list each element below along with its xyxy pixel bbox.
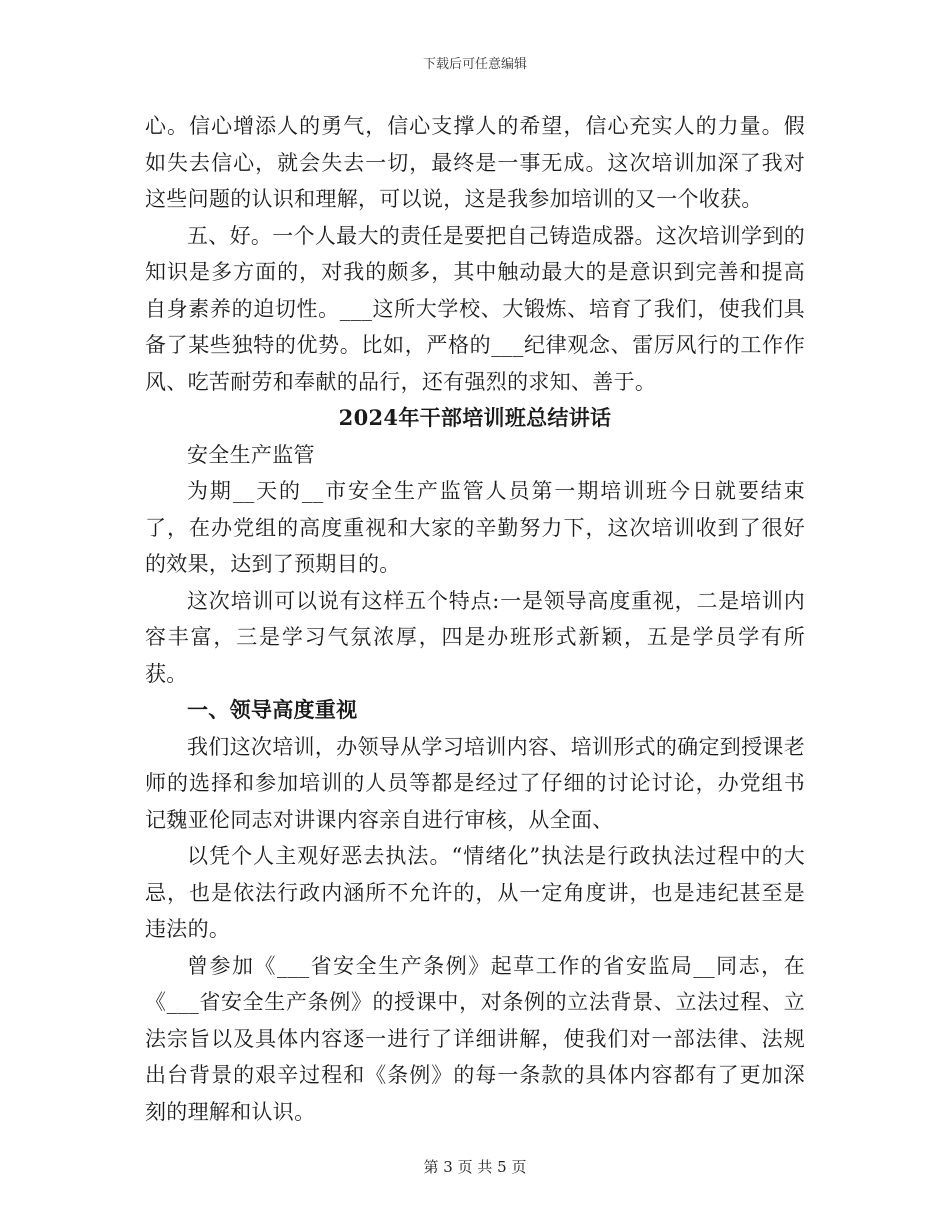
paragraph-enforcement: 以凭个人主观好恶去执法。“情绪化”执法是行政执法过程中的大忌，也是依法行政内涵所不允许的，从一定角度讲，也是违纪甚至是违法的。 — [145, 844, 805, 941]
paragraph-subject: 安全生产监管 — [187, 442, 315, 467]
paragraph-regulation: 曾参加《___省安全生产条例》起草工作的省安监局__同志，在《___省安全生产条例》的授课中，对条例的立法背景、立法过程、立法宗旨以及具体内容逐一进行了详细讲解，使我们对一部法律、法规出台背景的艰辛过程和《条例》的每一条款的具体内容都有了更加深刻的理解和认识。 — [145, 953, 805, 1124]
document-title: 2024年干部培训班总结讲话 — [338, 405, 612, 430]
paragraph-continuation: 心。信心增添人的勇气，信心支撑人的希望，信心充实人的力量。假如失去信心，就会失去一切，最终是一事无成。这次培训加深了我对这些问题的认识和理解，可以说，这是我参加培训的又一个收获。 — [145, 114, 805, 211]
page-number: 第 3 页 共 5 页 — [423, 1158, 527, 1176]
header-note: 下载后可任意编辑 — [422, 57, 527, 72]
document-body — [145, 108, 805, 1130]
paragraph-leadership: 我们这次培训，办领导从学习培训内容、培训形式的确定到授课老师的选择和参加培训的人员等都是经过了仔细的讨论讨论，办党组书记魏亚伦同志对讲课内容亲自进行审核，从全面、 — [145, 734, 805, 832]
paragraph-features: 这次培训可以说有这样五个特点:一是领导高度重视，二是培训内容丰富，三是学习气氛浓厚，四是办班形式新颖，五是学员学有所获。 — [145, 588, 805, 686]
section-heading-leadership: 一、领导高度重视 — [187, 697, 358, 722]
paragraph-intro: 为期__天的__市安全生产监管人员第一期培训班今日就要结束了，在办党组的高度重视和大家的辛勤努力下，这次培训收到了很好的效果，达到了预期目的。 — [145, 479, 805, 576]
paragraph-point-five: 五、好。一个人最大的责任是要把自己铸造成器。这次培训学到的知识是多方面的，对我的颇多，其中触动最大的是意识到完善和提高自身素养的迫切性。___这所大学校、大锻炼、培育了我们，使我们具备了某些独特的优势。比如，严格的___纪律观念、雷厉风行的工作作风、吃苦耐劳和奉献的品行，还有强烈的求知、善于。 — [145, 223, 805, 394]
